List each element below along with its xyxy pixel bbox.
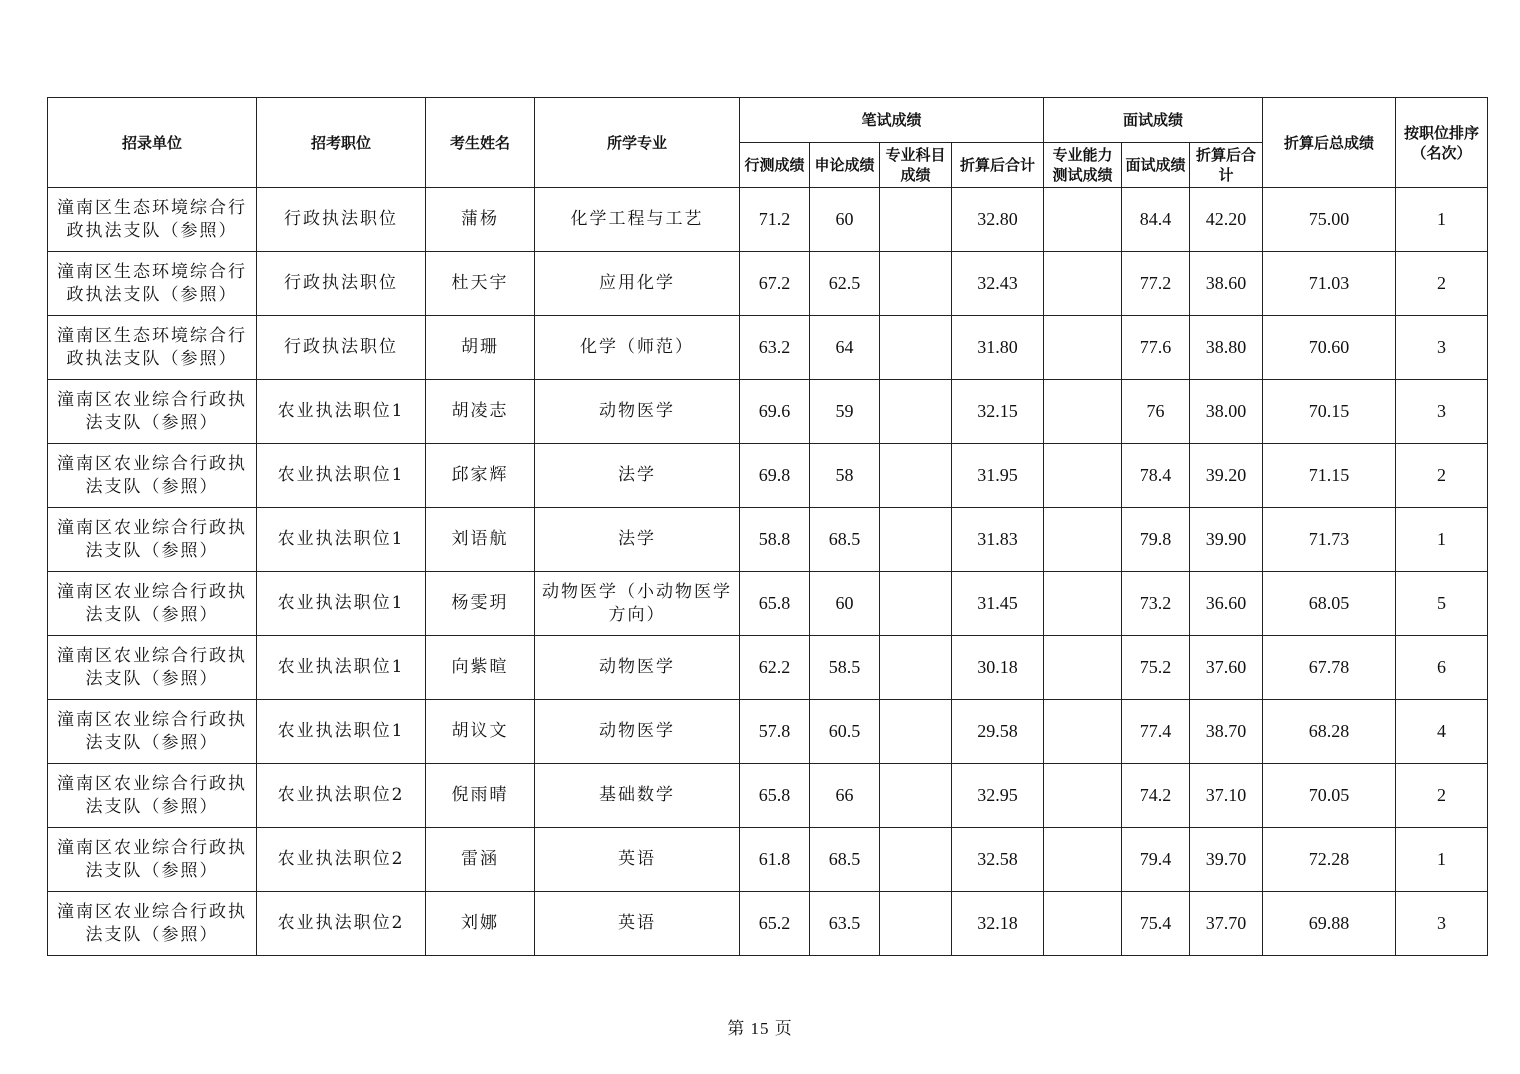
cell-interview-sum: 39.70 [1190, 828, 1263, 892]
cell-interview-sum: 36.60 [1190, 572, 1263, 636]
table-row [48, 572, 1488, 636]
cell-written-sum: 32.15 [952, 380, 1044, 444]
cell-rank: 6 [1396, 636, 1488, 700]
cell-major: 基础数学 [535, 764, 740, 828]
cell-major: 动物医学 [535, 636, 740, 700]
cell-unit: 潼南区农业综合行政执法支队（参照） [48, 380, 257, 444]
cell-interview-score: 76 [1122, 380, 1190, 444]
cell-position: 行政执法职位 [257, 252, 426, 316]
table-row [48, 380, 1488, 444]
cell-zhuanye [880, 572, 952, 636]
cell-shenlun: 60 [810, 188, 880, 252]
header-position: 招考职位 [257, 98, 426, 188]
cell-unit: 潼南区农业综合行政执法支队（参照） [48, 444, 257, 508]
page-number: 第 15 页 [727, 1019, 793, 1038]
cell-unit: 潼南区农业综合行政执法支队（参照） [48, 828, 257, 892]
cell-zhuanye [880, 316, 952, 380]
cell-unit: 潼南区农业综合行政执法支队（参照） [48, 508, 257, 572]
cell-major: 动物医学 [535, 700, 740, 764]
cell-rank: 3 [1396, 380, 1488, 444]
cell-interview-sum: 38.70 [1190, 700, 1263, 764]
cell-xingce: 65.8 [740, 572, 810, 636]
cell-xingce: 61.8 [740, 828, 810, 892]
header-zhuanye: 专业科目成绩 [880, 143, 952, 188]
header-unit: 招录单位 [48, 98, 257, 188]
table-row [48, 636, 1488, 700]
cell-xingce: 69.8 [740, 444, 810, 508]
cell-total: 71.15 [1263, 444, 1396, 508]
table-row [48, 444, 1488, 508]
cell-rank: 1 [1396, 508, 1488, 572]
cell-total: 68.28 [1263, 700, 1396, 764]
cell-ability [1044, 508, 1122, 572]
cell-position: 农业执法职位1 [257, 636, 426, 700]
cell-name: 邱家辉 [426, 444, 535, 508]
cell-shenlun: 58 [810, 444, 880, 508]
cell-major: 化学工程与工艺 [535, 188, 740, 252]
cell-written-sum: 31.95 [952, 444, 1044, 508]
header-name: 考生姓名 [426, 98, 535, 188]
cell-interview-score: 78.4 [1122, 444, 1190, 508]
cell-name: 雷涵 [426, 828, 535, 892]
score-table [47, 97, 1488, 956]
table-row [48, 700, 1488, 764]
cell-interview-sum: 39.20 [1190, 444, 1263, 508]
cell-xingce: 65.8 [740, 764, 810, 828]
cell-name: 胡珊 [426, 316, 535, 380]
cell-shenlun: 60.5 [810, 700, 880, 764]
table-row [48, 764, 1488, 828]
cell-unit: 潼南区生态环境综合行政执法支队（参照） [48, 252, 257, 316]
table-body [48, 188, 1488, 956]
cell-ability [1044, 892, 1122, 956]
header-written-sum: 折算后合计 [952, 143, 1044, 188]
header-interview-group: 面试成绩 [1044, 98, 1263, 143]
cell-name: 刘娜 [426, 892, 535, 956]
cell-zhuanye [880, 700, 952, 764]
cell-position: 农业执法职位2 [257, 892, 426, 956]
cell-shenlun: 64 [810, 316, 880, 380]
cell-major: 英语 [535, 828, 740, 892]
cell-position: 农业执法职位2 [257, 828, 426, 892]
cell-zhuanye [880, 508, 952, 572]
cell-zhuanye [880, 252, 952, 316]
cell-interview-sum: 42.20 [1190, 188, 1263, 252]
cell-ability [1044, 828, 1122, 892]
cell-name: 向紫暄 [426, 636, 535, 700]
cell-total: 71.03 [1263, 252, 1396, 316]
cell-ability [1044, 316, 1122, 380]
cell-unit: 潼南区农业综合行政执法支队（参照） [48, 636, 257, 700]
cell-major: 化学（师范） [535, 316, 740, 380]
cell-written-sum: 32.58 [952, 828, 1044, 892]
cell-position: 农业执法职位2 [257, 764, 426, 828]
cell-shenlun: 58.5 [810, 636, 880, 700]
cell-xingce: 71.2 [740, 188, 810, 252]
cell-xingce: 62.2 [740, 636, 810, 700]
cell-shenlun: 63.5 [810, 892, 880, 956]
cell-interview-score: 84.4 [1122, 188, 1190, 252]
cell-zhuanye [880, 380, 952, 444]
table-row [48, 828, 1488, 892]
cell-total: 69.88 [1263, 892, 1396, 956]
cell-zhuanye [880, 636, 952, 700]
cell-total: 72.28 [1263, 828, 1396, 892]
cell-rank: 1 [1396, 188, 1488, 252]
cell-position: 农业执法职位1 [257, 700, 426, 764]
cell-total: 67.78 [1263, 636, 1396, 700]
cell-major: 法学 [535, 444, 740, 508]
cell-total: 70.15 [1263, 380, 1396, 444]
cell-rank: 3 [1396, 316, 1488, 380]
cell-shenlun: 60 [810, 572, 880, 636]
cell-rank: 2 [1396, 764, 1488, 828]
cell-rank: 3 [1396, 892, 1488, 956]
cell-interview-score: 79.8 [1122, 508, 1190, 572]
cell-written-sum: 32.95 [952, 764, 1044, 828]
cell-major: 动物医学（小动物医学方向） [535, 572, 740, 636]
cell-unit: 潼南区生态环境综合行政执法支队（参照） [48, 188, 257, 252]
cell-xingce: 63.2 [740, 316, 810, 380]
cell-shenlun: 66 [810, 764, 880, 828]
cell-ability [1044, 188, 1122, 252]
cell-position: 农业执法职位1 [257, 572, 426, 636]
cell-interview-score: 77.2 [1122, 252, 1190, 316]
header-ability: 专业能力测试成绩 [1044, 143, 1122, 188]
table-row [48, 508, 1488, 572]
cell-unit: 潼南区生态环境综合行政执法支队（参照） [48, 316, 257, 380]
cell-name: 蒲杨 [426, 188, 535, 252]
cell-interview-sum: 37.60 [1190, 636, 1263, 700]
cell-rank: 4 [1396, 700, 1488, 764]
cell-interview-score: 77.6 [1122, 316, 1190, 380]
cell-shenlun: 62.5 [810, 252, 880, 316]
cell-position: 农业执法职位1 [257, 380, 426, 444]
cell-unit: 潼南区农业综合行政执法支队（参照） [48, 764, 257, 828]
cell-name: 杨雯玥 [426, 572, 535, 636]
header-rank: 按职位排序（名次） [1396, 98, 1488, 188]
cell-interview-sum: 37.10 [1190, 764, 1263, 828]
cell-name: 刘语航 [426, 508, 535, 572]
cell-ability [1044, 700, 1122, 764]
cell-written-sum: 31.80 [952, 316, 1044, 380]
cell-position: 行政执法职位 [257, 316, 426, 380]
cell-ability [1044, 380, 1122, 444]
cell-zhuanye [880, 764, 952, 828]
table-row [48, 188, 1488, 252]
cell-xingce: 58.8 [740, 508, 810, 572]
cell-major: 法学 [535, 508, 740, 572]
cell-zhuanye [880, 188, 952, 252]
cell-rank: 2 [1396, 252, 1488, 316]
cell-interview-sum: 38.80 [1190, 316, 1263, 380]
cell-rank: 2 [1396, 444, 1488, 508]
cell-name: 倪雨晴 [426, 764, 535, 828]
header-interview-sum: 折算后合计 [1190, 143, 1263, 188]
cell-major: 英语 [535, 892, 740, 956]
cell-written-sum: 32.80 [952, 188, 1044, 252]
header-major: 所学专业 [535, 98, 740, 188]
table-row [48, 252, 1488, 316]
cell-ability [1044, 636, 1122, 700]
cell-unit: 潼南区农业综合行政执法支队（参照） [48, 700, 257, 764]
cell-written-sum: 32.18 [952, 892, 1044, 956]
cell-shenlun: 68.5 [810, 828, 880, 892]
cell-written-sum: 31.45 [952, 572, 1044, 636]
header-interview-score: 面试成绩 [1122, 143, 1190, 188]
table-row [48, 892, 1488, 956]
cell-interview-sum: 38.60 [1190, 252, 1263, 316]
header-shenlun: 申论成绩 [810, 143, 880, 188]
cell-total: 71.73 [1263, 508, 1396, 572]
cell-shenlun: 59 [810, 380, 880, 444]
cell-ability [1044, 444, 1122, 508]
cell-total: 75.00 [1263, 188, 1396, 252]
cell-written-sum: 30.18 [952, 636, 1044, 700]
cell-zhuanye [880, 444, 952, 508]
cell-xingce: 65.2 [740, 892, 810, 956]
cell-unit: 潼南区农业综合行政执法支队（参照） [48, 892, 257, 956]
cell-name: 胡议文 [426, 700, 535, 764]
cell-rank: 1 [1396, 828, 1488, 892]
cell-unit: 潼南区农业综合行政执法支队（参照） [48, 572, 257, 636]
cell-total: 70.05 [1263, 764, 1396, 828]
cell-interview-score: 79.4 [1122, 828, 1190, 892]
cell-position: 农业执法职位1 [257, 444, 426, 508]
cell-major: 动物医学 [535, 380, 740, 444]
cell-position: 行政执法职位 [257, 188, 426, 252]
cell-xingce: 57.8 [740, 700, 810, 764]
table-header [48, 98, 1488, 188]
cell-name: 杜天宇 [426, 252, 535, 316]
cell-written-sum: 31.83 [952, 508, 1044, 572]
header-xingce: 行测成绩 [740, 143, 810, 188]
header-total: 折算后总成绩 [1263, 98, 1396, 188]
cell-interview-sum: 37.70 [1190, 892, 1263, 956]
cell-interview-score: 74.2 [1122, 764, 1190, 828]
cell-rank: 5 [1396, 572, 1488, 636]
cell-major: 应用化学 [535, 252, 740, 316]
cell-interview-score: 77.4 [1122, 700, 1190, 764]
cell-total: 68.05 [1263, 572, 1396, 636]
cell-name: 胡凌志 [426, 380, 535, 444]
cell-shenlun: 68.5 [810, 508, 880, 572]
cell-ability [1044, 572, 1122, 636]
header-written-group: 笔试成绩 [740, 98, 1044, 143]
cell-interview-score: 73.2 [1122, 572, 1190, 636]
cell-written-sum: 29.58 [952, 700, 1044, 764]
cell-position: 农业执法职位1 [257, 508, 426, 572]
cell-written-sum: 32.43 [952, 252, 1044, 316]
cell-ability [1044, 764, 1122, 828]
cell-interview-score: 75.4 [1122, 892, 1190, 956]
cell-interview-sum: 39.90 [1190, 508, 1263, 572]
cell-zhuanye [880, 828, 952, 892]
cell-interview-score: 75.2 [1122, 636, 1190, 700]
cell-zhuanye [880, 892, 952, 956]
cell-interview-sum: 38.00 [1190, 380, 1263, 444]
cell-total: 70.60 [1263, 316, 1396, 380]
cell-xingce: 69.6 [740, 380, 810, 444]
cell-ability [1044, 252, 1122, 316]
cell-xingce: 67.2 [740, 252, 810, 316]
table-row [48, 316, 1488, 380]
